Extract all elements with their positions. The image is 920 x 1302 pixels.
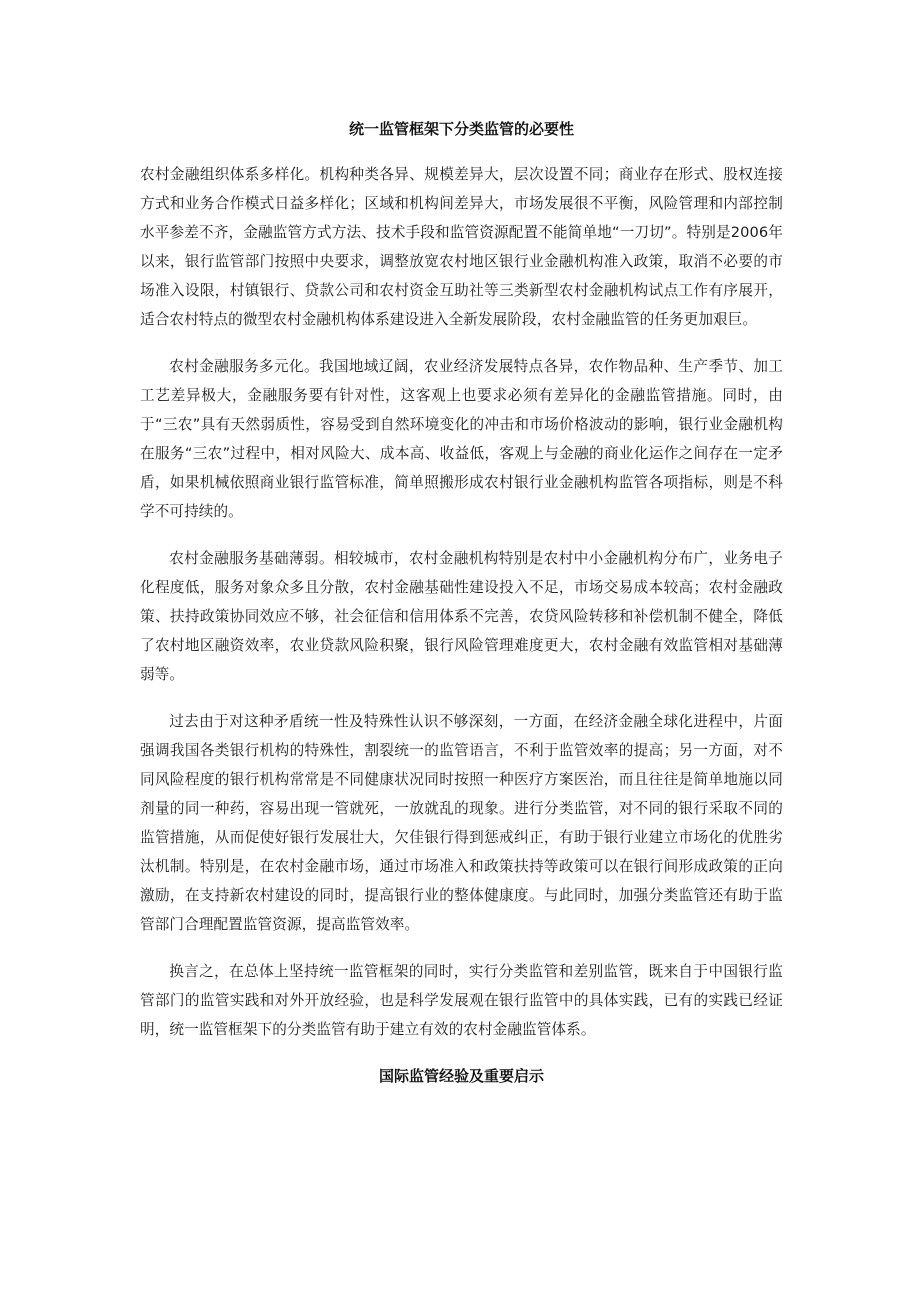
paragraph-weak-foundation: 农村金融服务基础薄弱。相较城市，农村金融机构特别是农村中小金融机构分布广，业务电子化程度低，服务对象众多且分散，农村金融基础性建设投入不足，市场交易成本较高；农村金融政策、扶持政策协同效应不够，社会征信和信用体系不完善，农贷风险转移和补偿机制不健全，降低了农村地区融资效率，农业贷款风险积聚，银行风险管理难度更大，农村金融有效监管相对基础薄弱等。: [140, 550, 783, 683]
paragraph-past-understanding: 过去由于对这种矛盾统一性及特殊性认识不够深刻，一方面，在经济金融全球化进程中，片面强调我国各类银行机构的特殊性，割裂统一的监管语言，不利于监管效率的提高；另一方面，对不同风险程度的银行机构常常是不同健康状况同时按照一种医疗方案医治，而且往往是简单地施以同剂量的同一种药，容易出现一管就死，一放就乱的现象。进行分类监管，对不同的银行采取不同的监管措施，从而促使好银行发展壮大，欠佳银行得到惩戒纠正，有助于银行业建立市场化的优胜劣汰机制。特别是，在农村金融市场，通过市场准入和政策扶持等政策可以在银行间形成政策的正向激励，在支持新农村建设的同时，提高银行业的整体健康度。与此同时，加强分类监管还有助于监管部门合理配置监管资源，提高监管效率。: [140, 713, 783, 933]
paragraph-organization-diversity: 农村金融组织体系多样化。机构种类各异、规模差异大，层次设置不同；商业存在形式、股权连接方式和业务合作模式日益多样化；区域和机构间差异大，市场发展很不平衡，风险管理和内部控制水平参差不齐，金融监管方式方法、技术手段和监管资源配置不能简单地“一刀切”。特别是2006年以来，银行监管部门按照中央要求，调整放宽农村地区银行业金融机构准入政策，取消不必要的市场准入设限，村镇银行、贷款公司和农村资金互助社等三类新型农村金融机构试点工作有序展开，适合农村特点的微型农村金融机构体系建设进入全新发展阶段，农村金融监管的任务更加艰巨。: [140, 166, 783, 328]
paragraph-service-diversity: 农村金融服务多元化。我国地域辽阔，农业经济发展特点各异，农作物品种、生产季节、加工工艺差异极大，金融服务要有针对性，这客观上也要求必须有差异化的金融监管措施。同时，由于“三农”具有天然弱质性，容易受到自然环境变化的冲击和市场价格波动的影响，银行业金融机构在服务“三农”过程中，相对风险大、成本高、收益低，客观上与金融的商业化运作之间存在一定矛盾，如果机械依照商业银行监管标准，简单照搬形成农村银行业金融机构监管各项指标，则是不科学不可持续的。: [140, 358, 783, 520]
document-title: 统一监管框架下分类监管的必要性: [348, 120, 574, 138]
document-page: [140, 0, 783, 1086]
paragraph-conclusion: 换言之，在总体上坚持统一监管框架的同时，实行分类监管和差别监管，既来自于中国银行监管部门的监管实践和对外开放经验，也是科学发展观在银行监管中的具体实践，已有的实践已经证明，统一监管框架下的分类监管有助于建立有效的农村金融监管体系。: [140, 963, 783, 1038]
section-heading: 国际监管经验及重要启示: [378, 1067, 544, 1085]
